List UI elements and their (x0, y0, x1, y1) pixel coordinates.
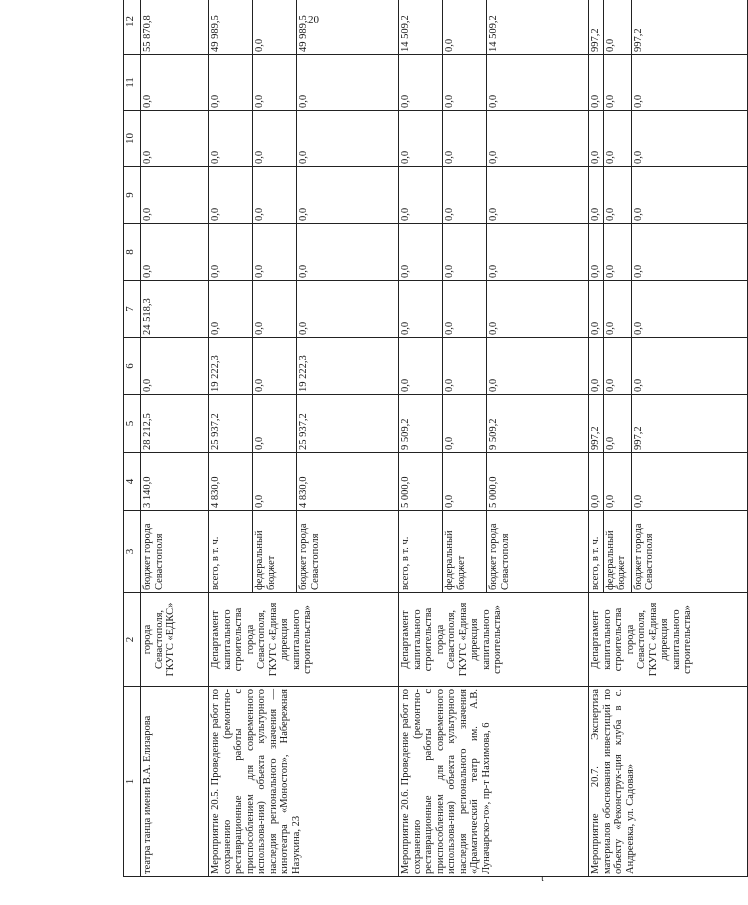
executor-cell: города Севастополя, ГКУГС «ЕДКС» (141, 593, 209, 687)
amount-cell: 25 937,2 (209, 395, 253, 453)
funding-source-cell: бюджет города Севастополя (487, 511, 589, 593)
header-cell: 6 (124, 338, 141, 395)
header-cell: 1 (124, 687, 141, 877)
amount-cell: 14 509,2 (399, 0, 443, 55)
amount-cell: 0,0 (487, 55, 589, 111)
amount-cell: 0,0 (589, 55, 604, 111)
amount-cell: 997,2 (631, 395, 747, 453)
amount-cell: 5 000,0 (487, 453, 589, 511)
amount-cell: 0,0 (487, 281, 589, 338)
amount-cell: 0,0 (297, 281, 399, 338)
header-cell: 7 (124, 281, 141, 338)
amount-cell: 0,0 (631, 167, 747, 224)
event-name-cell: Мероприятие 20.5. Проведение работ по сохранению (ремонтно-реставрационные работы с приспособлением для современного использова-ния) объекта культурного наследия регионального значения — кинотеатра «Моностоп», Набережная Назукина, 23 (209, 687, 399, 877)
header-row (124, 0, 141, 877)
amount-cell: 0,0 (253, 395, 297, 453)
rotated-table-frame (123, 15, 693, 877)
page-number: 20 (308, 14, 319, 26)
funding-source-cell: федеральный бюджет (603, 511, 631, 593)
table-row (209, 0, 253, 877)
amount-cell: 0,0 (297, 111, 399, 167)
amount-cell: 0,0 (141, 167, 209, 224)
amount-cell: 0,0 (603, 111, 631, 167)
amount-cell: 9 509,2 (399, 395, 443, 453)
amount-cell: 19 222,3 (209, 338, 253, 395)
header-cell: 9 (124, 167, 141, 224)
amount-cell: 0,0 (399, 224, 443, 281)
amount-cell: 0,0 (589, 453, 604, 511)
amount-cell: 0,0 (399, 167, 443, 224)
amount-cell: 0,0 (487, 338, 589, 395)
amount-cell: 0,0 (209, 55, 253, 111)
amount-cell: 28 212,5 (141, 395, 209, 453)
amount-cell: 0,0 (443, 338, 487, 395)
amount-cell: 0,0 (443, 281, 487, 338)
amount-cell: 0,0 (631, 453, 747, 511)
amount-cell: 14 509,2 (487, 0, 589, 55)
amount-cell: 0,0 (631, 338, 747, 395)
amount-cell: 5 000,0 (399, 453, 443, 511)
amount-cell: 0,0 (487, 167, 589, 224)
amount-cell: 0,0 (603, 338, 631, 395)
amount-cell: 0,0 (603, 55, 631, 111)
amount-cell: 3 140,0 (141, 453, 209, 511)
amount-cell: 0,0 (209, 111, 253, 167)
amount-cell: 25 937,2 (297, 395, 399, 453)
amount-cell: 997,2 (589, 395, 604, 453)
amount-cell: 4 830,0 (297, 453, 399, 511)
executor-cell: Департамент капитального строительства города Севастополя, ГКУГС «Единая дирекция капитального строительства» (209, 593, 399, 687)
header-cell: 2 (124, 593, 141, 687)
amount-cell: 0,0 (603, 395, 631, 453)
amount-cell: 0,0 (297, 224, 399, 281)
funding-source-cell: бюджет города Севастополя (141, 511, 209, 593)
amount-cell: 0,0 (603, 281, 631, 338)
header-cell: 8 (124, 224, 141, 281)
header-cell: 10 (124, 111, 141, 167)
amount-cell: 0,0 (253, 111, 297, 167)
amount-cell: 0,0 (589, 281, 604, 338)
table-row (399, 0, 443, 877)
amount-cell: 0,0 (487, 111, 589, 167)
event-name-cell: театра танца имени В.А. Елизарова (141, 687, 209, 877)
amount-cell: 0,0 (253, 0, 297, 55)
amount-cell: 0,0 (443, 395, 487, 453)
amount-cell: 0,0 (487, 224, 589, 281)
amount-cell: 55 870,8 (141, 0, 209, 55)
budget-table (123, 0, 748, 877)
amount-cell: 0,0 (141, 338, 209, 395)
amount-cell: 0,0 (603, 224, 631, 281)
amount-cell: 9 509,2 (487, 395, 589, 453)
amount-cell: 0,0 (443, 0, 487, 55)
amount-cell: 0,0 (631, 281, 747, 338)
amount-cell: 24 518,3 (141, 281, 209, 338)
amount-cell: 0,0 (631, 224, 747, 281)
amount-cell: 0,0 (589, 338, 604, 395)
funding-source-cell: бюджет города Севастополя (631, 511, 747, 593)
funding-source-cell: всего, в т. ч. (589, 511, 604, 593)
amount-cell: 0,0 (253, 167, 297, 224)
header-cell: 5 (124, 395, 141, 453)
amount-cell: 0,0 (443, 55, 487, 111)
amount-cell: 0,0 (443, 111, 487, 167)
amount-cell: 0,0 (399, 281, 443, 338)
amount-cell: 19 222,3 (297, 338, 399, 395)
amount-cell: 0,0 (589, 111, 604, 167)
amount-cell: 0,0 (253, 338, 297, 395)
amount-cell: 0,0 (443, 167, 487, 224)
amount-cell: 0,0 (253, 55, 297, 111)
amount-cell: 0,0 (399, 338, 443, 395)
amount-cell: 0,0 (603, 453, 631, 511)
amount-cell: 0,0 (589, 167, 604, 224)
amount-cell: 0,0 (209, 167, 253, 224)
funding-source-cell: всего, в т. ч. (399, 511, 443, 593)
amount-cell: 0,0 (209, 224, 253, 281)
amount-cell: 997,2 (589, 0, 604, 55)
amount-cell: 0,0 (253, 281, 297, 338)
amount-cell: 49 989,5 (209, 0, 253, 55)
amount-cell: 997,2 (631, 0, 747, 55)
amount-cell: 0,0 (443, 224, 487, 281)
amount-cell: 0,0 (253, 453, 297, 511)
funding-source-cell: бюджет города Севастополя (297, 511, 399, 593)
amount-cell: 0,0 (603, 0, 631, 55)
amount-cell: 0,0 (443, 453, 487, 511)
funding-source-cell: всего, в т. ч. (209, 511, 253, 593)
amount-cell: 0,0 (631, 55, 747, 111)
amount-cell: 0,0 (141, 224, 209, 281)
amount-cell: 0,0 (297, 167, 399, 224)
table-row (589, 0, 604, 877)
amount-cell: 49 989,5 (297, 0, 399, 55)
amount-cell: 0,0 (209, 281, 253, 338)
event-name-cell: Мероприятие 20.6. Проведение работ по сохранению (ремонтно-реставрационные работы с приспособлением для современного использова-ния) объекта культурного наследия регионального значения «Драматический театр им. А.В. Луначарско-го», пр-т Нахимова, 6 (399, 687, 589, 877)
header-cell: 4 (124, 453, 141, 511)
event-name-cell: Мероприятие 20.7. Экспертиза материалов обоснования инвестиций по объекту «Реконструк-ция клуба в с. Андреевка, ул. Садовая» (589, 687, 748, 877)
header-cell: 11 (124, 55, 141, 111)
amount-cell: 0,0 (297, 55, 399, 111)
executor-cell: Департамент капитального строительства города Севастополя, ГКУГС «Единая дирекция капитального строительства» (589, 593, 748, 687)
amount-cell: 0,0 (399, 111, 443, 167)
margin-mark: ι (541, 873, 544, 884)
amount-cell: 0,0 (589, 224, 604, 281)
funding-source-cell: федеральный бюджет (443, 511, 487, 593)
funding-source-cell: федеральный бюджет (253, 511, 297, 593)
header-cell: 3 (124, 511, 141, 593)
header-cell: 12 (124, 0, 141, 55)
amount-cell: 0,0 (399, 55, 443, 111)
amount-cell: 4 830,0 (209, 453, 253, 511)
amount-cell: 0,0 (141, 55, 209, 111)
amount-cell: 0,0 (631, 111, 747, 167)
table-row (141, 0, 209, 877)
executor-cell: Департамент капитального строительства города Севастополя, ГКУГС «Единая дирекция капитального строительства» (399, 593, 589, 687)
amount-cell: 0,0 (603, 167, 631, 224)
amount-cell: 0,0 (141, 111, 209, 167)
amount-cell: 0,0 (253, 224, 297, 281)
